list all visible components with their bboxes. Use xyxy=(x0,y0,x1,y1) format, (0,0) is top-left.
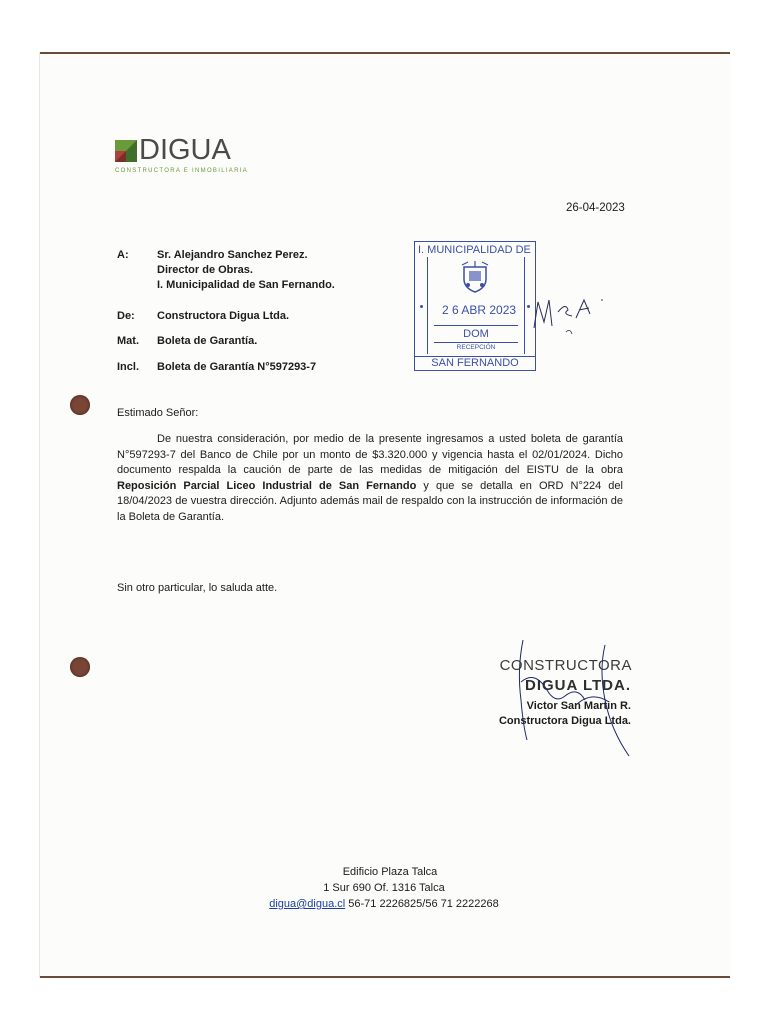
logo-wordmark: DIGUA xyxy=(139,134,231,166)
recipient-title: Director de Obras. xyxy=(157,264,253,276)
handwritten-initials xyxy=(532,288,612,338)
punch-hole xyxy=(70,657,90,677)
logo-tagline: CONSTRUCTORA E INMOBILIARIA xyxy=(115,168,249,174)
footer-building: Edificio Plaza Talca xyxy=(342,866,438,878)
greeting: Estimado Señor: xyxy=(117,407,199,419)
stamp-department: DOM xyxy=(463,328,489,340)
footer-contact xyxy=(0,896,768,912)
closing-line: Sin otro particular, lo saluda atte. xyxy=(117,582,278,594)
enclosure-value: Boleta de Garantía N°597293-7 xyxy=(157,361,317,373)
paragraph-text-2: y que se detalla en ORD N°224 del 18/04/2023 de vuestra dirección. Adjunto además mail de respaldo con la instrucción de información de la Boleta de Garantía. xyxy=(117,479,623,523)
from-value: Constructora Digua Ltda. xyxy=(157,310,290,322)
subject-label: Mat. xyxy=(117,335,139,347)
stamp-rule xyxy=(434,342,518,343)
signatory-company: Constructora Digua Ltda. xyxy=(498,715,631,727)
company-stamp-line2: DIGUA LTDA. xyxy=(525,677,631,694)
stamp-dot xyxy=(527,305,530,308)
company-stamp-line1: CONSTRUCTORA xyxy=(499,657,632,674)
recipient-name: Sr. Alejandro Sanchez Perez. xyxy=(157,249,308,261)
stamp-date: 2 6 ABR 2023 xyxy=(442,303,517,317)
handwritten-signature xyxy=(505,630,635,760)
letter-date: 26-04-2023 xyxy=(566,202,625,214)
stamp-inner-frame xyxy=(427,257,525,354)
signatory-name: Victor San Martin R. xyxy=(526,700,631,712)
stamp-reception: RECEPCIÓN xyxy=(456,344,496,351)
enclosure-label: Incl. xyxy=(117,361,140,373)
coat-of-arms-icon xyxy=(460,261,490,293)
footer-email-link[interactable]: digua@digua.cl xyxy=(269,898,346,910)
reception-stamp xyxy=(414,241,536,371)
recipient-org: I. Municipalidad de San Fernando. xyxy=(157,279,335,291)
stamp-city: SAN FERNANDO xyxy=(415,356,535,370)
project-name: Reposición Parcial Liceo Industrial de San Fernando xyxy=(117,479,417,492)
stamp-dot xyxy=(420,305,423,308)
footer-address: 1 Sur 690 Of. 1316 Talca xyxy=(323,882,445,894)
digua-logo-icon xyxy=(115,140,137,162)
footer-phones: 56-71 2226825/56 71 2222268 xyxy=(345,898,499,910)
subject-value: Boleta de Garantía. xyxy=(157,335,258,347)
stamp-municipality: I. MUNICIPALIDAD DE xyxy=(418,244,531,256)
from-label: De: xyxy=(117,310,135,322)
punch-hole xyxy=(70,395,90,415)
main-paragraph xyxy=(117,432,623,525)
paragraph-text-1: De nuestra consideración, por medio de la presente ingresamos a usted boleta de garantía N°597293-7 del Banco de Chile por un monto de $3.320.000 y vigencia hasta el 02/01/2024. Dicho documento respalda la caución de parte de las medidas de mitigación del EISTU de la obra xyxy=(117,433,623,476)
to-label: A: xyxy=(117,249,129,261)
stamp-rule xyxy=(434,325,518,326)
